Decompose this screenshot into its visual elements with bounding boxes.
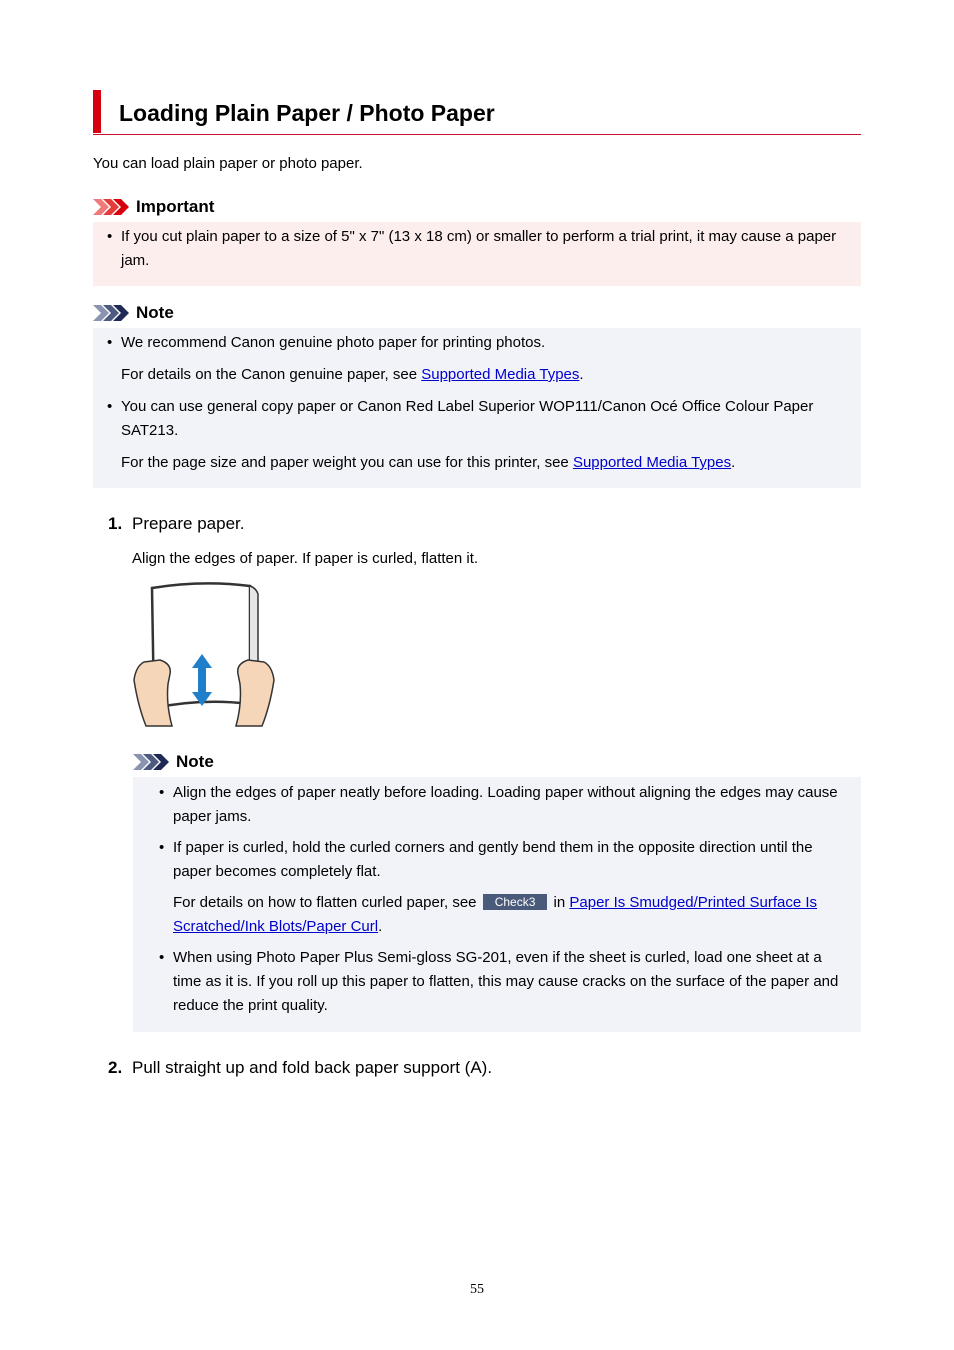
important-arrows-icon xyxy=(93,199,131,215)
note1-item1-text: We recommend Canon genuine photo paper for printing photos. xyxy=(121,334,546,351)
step-number: 1. xyxy=(108,514,123,533)
note1-item2-sub-prefix: For the page size and paper weight you can use for this printer, see xyxy=(121,454,573,471)
supported-media-types-link[interactable]: Supported Media Types xyxy=(421,366,580,383)
list-item xyxy=(93,395,861,475)
title-accent-bar xyxy=(93,90,101,133)
note2-item2-sub xyxy=(173,891,851,939)
note1-item2-sub xyxy=(121,451,847,475)
note2-item1-text: Align the edges of paper neatly before loading. Loading paper without aligning the edges may cause paper jams. xyxy=(173,784,838,825)
note2-item2-text: If paper is curled, hold the curled corners and gently bend them in the opposite direction until the paper becomes completely flat. xyxy=(173,839,813,880)
note2-heading-label: Note xyxy=(176,752,214,771)
note2-item2-sub-mid: in xyxy=(549,894,570,911)
note1-box xyxy=(93,328,861,488)
note1-heading xyxy=(93,302,174,324)
intro-text: You can load plain paper or photo paper. xyxy=(93,155,363,172)
bullet: • xyxy=(159,949,165,966)
bullet: • xyxy=(159,839,165,856)
check3-badge: Check3 xyxy=(483,894,548,910)
note1-heading-label: Note xyxy=(136,303,174,322)
note2-box xyxy=(133,777,861,1032)
note2-item2-sub-suffix: . xyxy=(378,918,383,935)
note2-heading xyxy=(133,751,214,773)
bullet: • xyxy=(107,398,113,415)
list-item xyxy=(93,225,861,273)
note1-item2-sub-suffix: . xyxy=(731,454,736,471)
important-item-text: If you cut plain paper to a size of 5" x 7" (13 x 18 cm) or smaller to perform a trial print, it may cause a paper jam. xyxy=(121,228,837,269)
step-2 xyxy=(108,1057,492,1079)
bullet: • xyxy=(107,228,113,245)
paper-smudged-link[interactable]: Paper Is Smudged/Printed Surface Is Scratched/Ink Blots/Paper Curl xyxy=(173,894,818,935)
page-title: Loading Plain Paper / Photo Paper xyxy=(119,100,495,126)
note1-item1-sub xyxy=(121,363,847,387)
note1-item1-sub-suffix: . xyxy=(579,366,584,383)
bullet: • xyxy=(159,784,165,801)
note-arrows-icon xyxy=(133,754,171,770)
list-item xyxy=(133,836,861,939)
list-item xyxy=(93,331,861,387)
title-bar xyxy=(93,90,861,135)
note-arrows-icon xyxy=(93,305,131,321)
page-number: 55 xyxy=(470,1282,484,1297)
step-number: 2. xyxy=(108,1058,123,1077)
list-item xyxy=(133,946,861,1018)
bullet: • xyxy=(107,334,113,351)
step-text: Pull straight up and fold back paper support (A). xyxy=(132,1058,493,1077)
step-text: Prepare paper. xyxy=(132,514,245,533)
paper-alignment-illustration xyxy=(132,580,276,728)
note1-item1-sub-prefix: For details on the Canon genuine paper, see xyxy=(121,366,422,383)
important-box xyxy=(93,222,861,286)
supported-media-types-link-2[interactable]: Supported Media Types xyxy=(572,454,732,471)
note2-item3-text: When using Photo Paper Plus Semi-gloss SG-201, even if the sheet is curled, load one sheet at a time as it is. If you roll up this paper to flatten, this may cause cracks on the surface of the paper and reduce the print quality. xyxy=(173,949,839,1014)
important-heading-label: Important xyxy=(136,197,215,216)
step-1 xyxy=(108,513,244,535)
step-1-description: Align the edges of paper. If paper is curled, flatten it. xyxy=(132,550,479,567)
important-heading xyxy=(93,196,214,218)
note1-item2-text: You can use general copy paper or Canon Red Label Superior WOP111/Canon Océ Office Colour Paper SAT213. xyxy=(121,398,814,439)
note2-item2-sub-prefix: For details on how to flatten curled paper, see xyxy=(173,894,481,911)
list-item xyxy=(133,781,861,829)
